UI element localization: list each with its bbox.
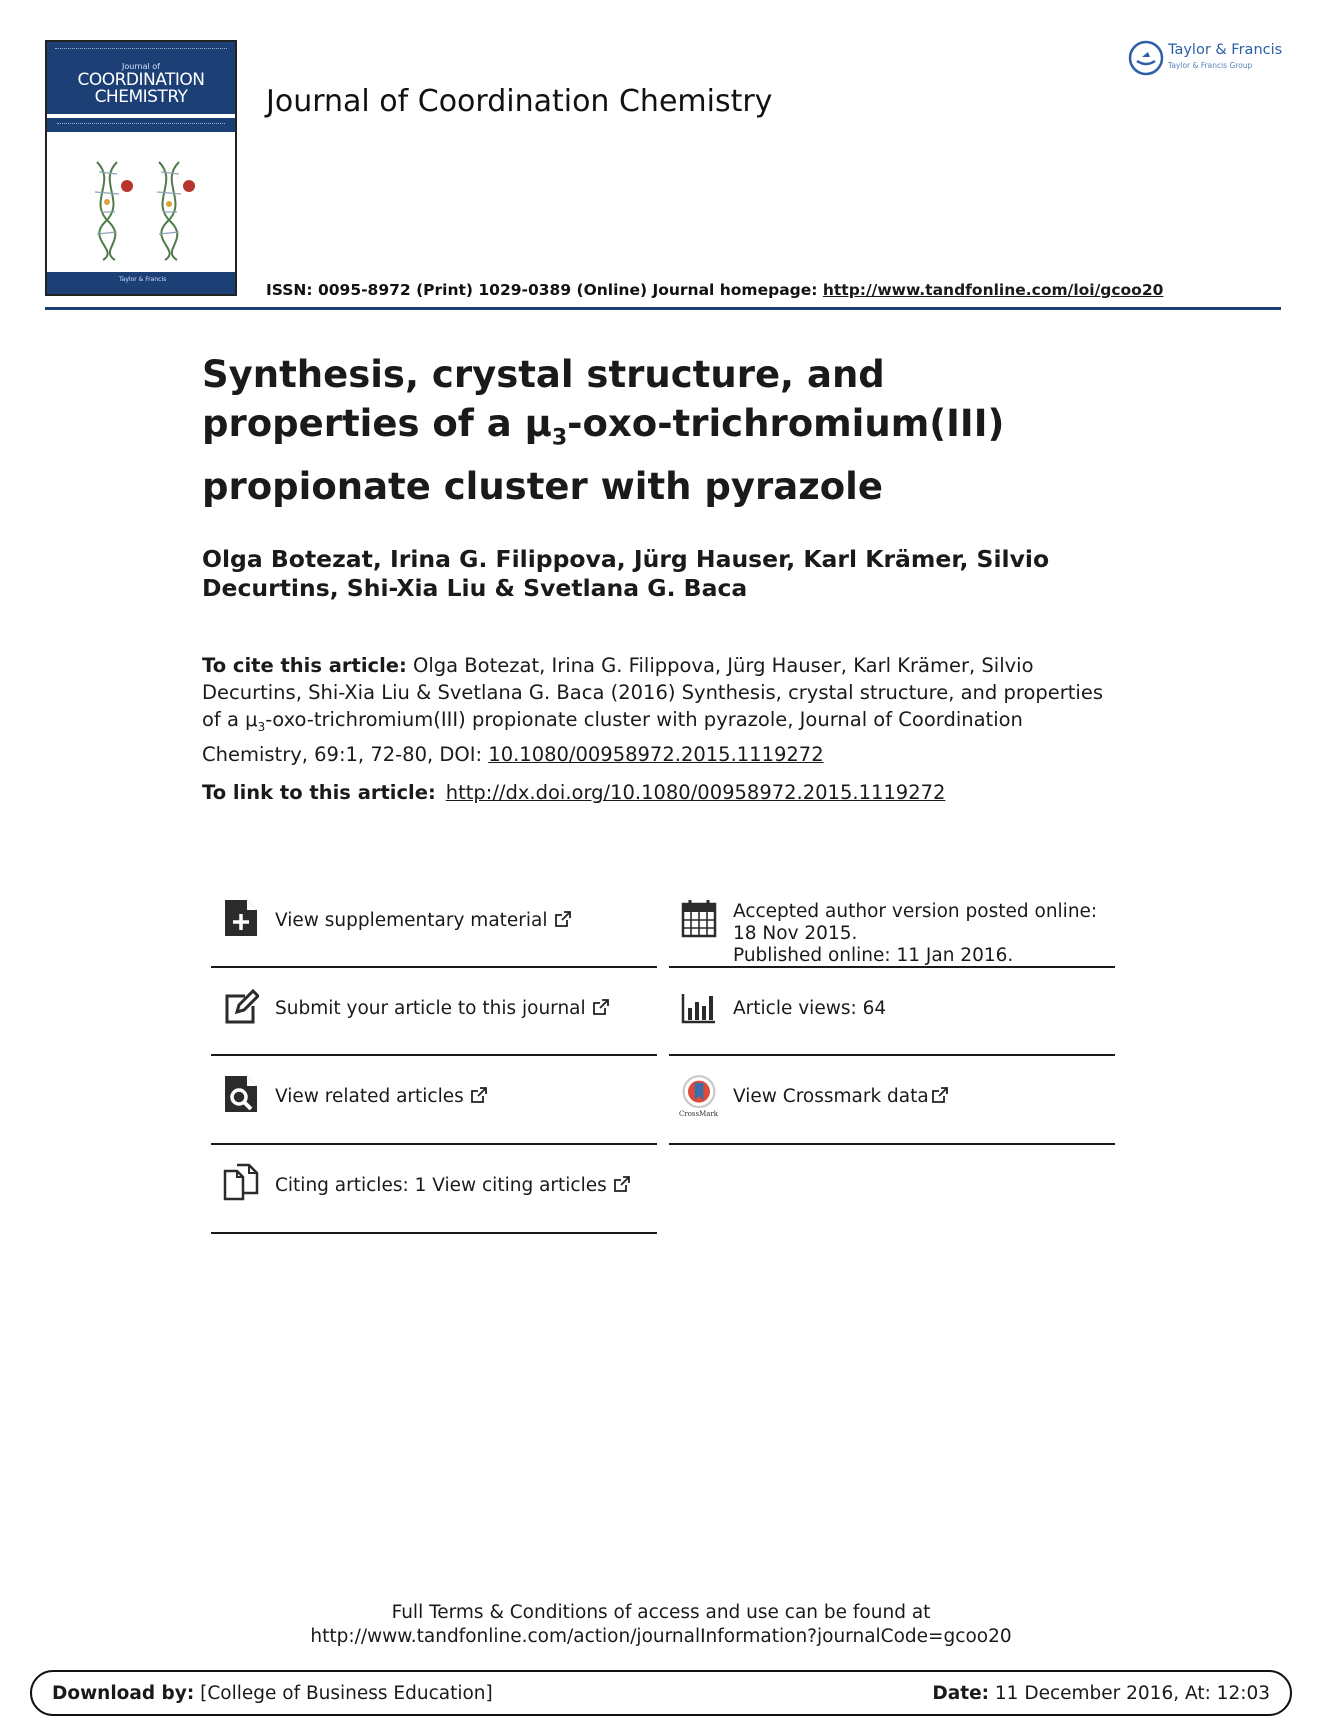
published-date: Published online: 11 Jan 2016. (733, 945, 1014, 966)
article-title: Synthesis, crystal structure, and properties of a $\mu_3-oxo-trichromium(III)$ propionate cluster with pyrazole (202, 353, 1005, 509)
cover-editor-strip (47, 118, 235, 132)
document-plus-icon (223, 898, 259, 938)
views-label: Article views: 64 (733, 998, 887, 1019)
external-link-icon (592, 998, 610, 1016)
link-label: To link to this article: (202, 781, 436, 804)
article-url-link[interactable]: http://dx.doi.org/10.1080/00958972.2015.1119272 (445, 781, 946, 804)
crossmark-label: View Crossmark data (733, 1086, 949, 1108)
download-by: Download by: [College of Business Education] (52, 1683, 493, 1704)
cover-title (47, 72, 235, 106)
title-subscript: 3 (551, 425, 568, 451)
issn-line (266, 281, 1163, 299)
article-authors: Olga Botezat, Irina G. Filippova, Jürg Hauser, Karl Krämer, Silvio Decurtins, Shi-Xia Liu & Svetlana G. Baca (202, 545, 1050, 602)
related-label: View related articles (275, 1086, 488, 1108)
cite-label: To cite this article: (202, 654, 407, 677)
journal-name: Journal of Coordination Chemistry (266, 84, 773, 119)
cover-title-line2: CHEMISTRY (94, 87, 188, 107)
bar-chart-icon (681, 986, 717, 1026)
calendar-icon (681, 898, 717, 938)
publisher-logo[interactable] (1128, 40, 1288, 80)
journal-homepage-link[interactable]: http://www.tandfonline.com/loi/gcoo20 (822, 281, 1164, 299)
download-date: Date: 11 December 2016, At: 12:03 (932, 1683, 1270, 1704)
terms-line1: Full Terms & Conditions of access and use can be found at (391, 1602, 931, 1623)
supplementary-label: View supplementary material (275, 910, 572, 932)
publisher-logo-icon (1128, 40, 1164, 76)
article-views-item (669, 968, 1115, 1056)
cover-molecule-image (47, 142, 235, 262)
edit-icon (223, 986, 259, 1026)
doi-link[interactable]: 10.1080/00958972.2015.1119272 (488, 742, 824, 766)
crossmark-logo-text: CrossMark (679, 1110, 719, 1118)
external-link-icon (554, 910, 572, 928)
external-link-icon (470, 1086, 488, 1104)
cover-footer-brand: Taylor & Francis (119, 276, 167, 283)
terms-url[interactable]: http://www.tandfonline.com/action/journalInformation?journalCode=gcoo20 (310, 1626, 1012, 1647)
submit-label: Submit your article to this journal (275, 998, 610, 1020)
citation-block: To cite this article: Olga Botezat, Irina G. Filippova, Jürg Hauser, Karl Krämer, Silvio Decurtins, Shi-Xia Liu & Svetlana G. Baca (2016) Synthesis, crystal structure, and properties of a $\mu_3-oxo-trichromium(III)$ propionate cluster with pyrazole, Journal of Coordination Chemistry, 69:1, 72-80, DOI: 10.1080/00958972.2015.1119272 (202, 654, 1103, 766)
external-link-icon (931, 1086, 949, 1104)
cover-small-title: Journal of (122, 62, 160, 71)
publisher-name: Taylor & Francis (1168, 42, 1283, 58)
publisher-group: Taylor & Francis Group (1168, 61, 1253, 70)
publication-dates-item (669, 880, 1115, 968)
crossmark-item[interactable] (669, 1056, 1115, 1145)
cover-band (47, 42, 235, 114)
supplementary-material-item[interactable] (211, 880, 657, 968)
accepted-date: Accepted author version posted online: 18 Nov 2015. (733, 901, 1098, 944)
citing-articles-item[interactable] (211, 1145, 657, 1234)
submit-article-item[interactable] (211, 968, 657, 1056)
cover-footer (47, 272, 235, 294)
cover-title-line1: COORDINATION (77, 70, 205, 90)
related-articles-item[interactable] (211, 1056, 657, 1145)
terms-notice (0, 1601, 1322, 1649)
cover-issn-strip (55, 48, 227, 52)
issn-text: ISSN: 0095-8972 (Print) 1029-0389 (Online) Journal homepage: (266, 281, 823, 299)
citing-label: Citing articles: 1 View citing articles (275, 1175, 631, 1197)
cite-subscript: 3 (257, 719, 266, 734)
dates-text (733, 901, 1113, 967)
document-search-icon (223, 1074, 259, 1114)
documents-icon (223, 1163, 259, 1203)
download-footer (30, 1670, 1292, 1716)
article-link-line (202, 781, 945, 804)
external-link-icon (613, 1175, 631, 1193)
journal-cover (45, 40, 237, 296)
header-rule (45, 307, 1281, 310)
